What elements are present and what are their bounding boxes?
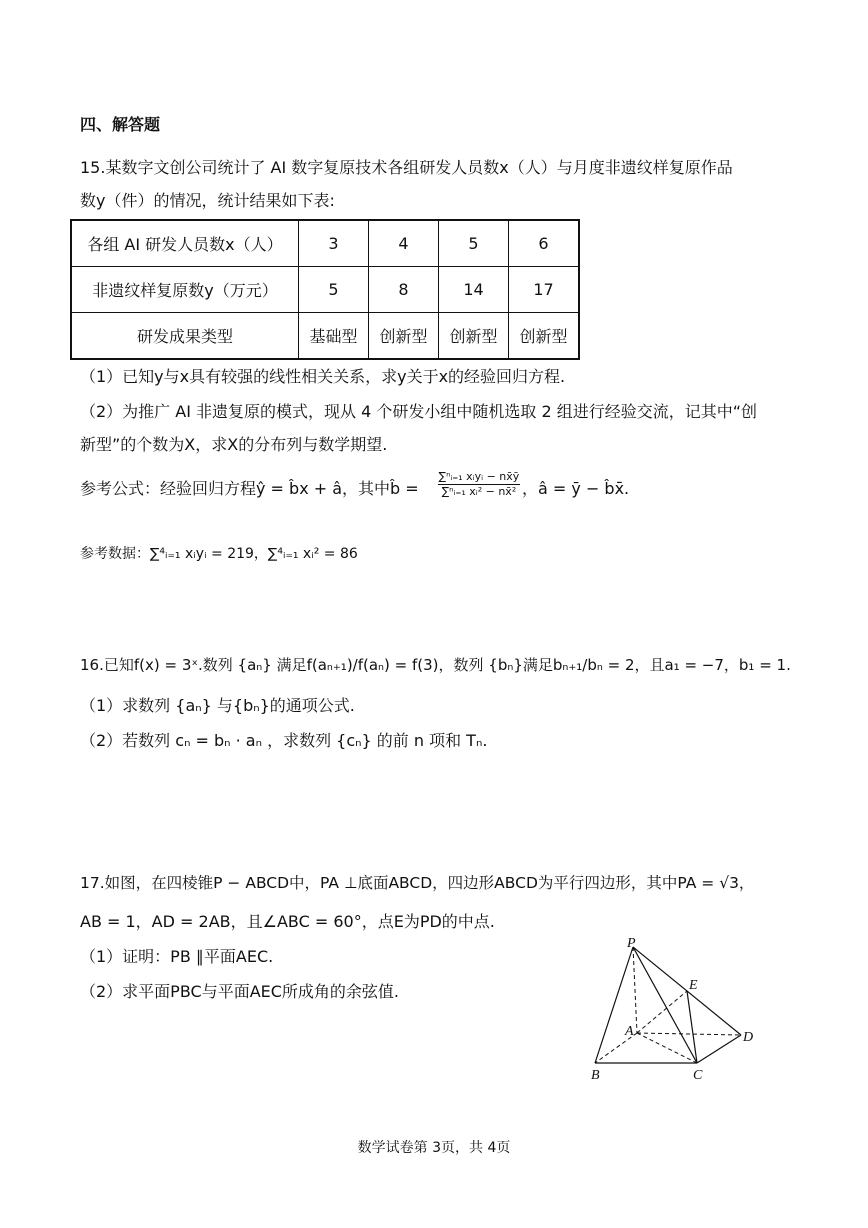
table-cell: 14	[439, 267, 509, 313]
q15-formula-prefix: 参考公式：经验回归方程ŷ = b̂x + â，其中b̂ =	[80, 479, 419, 498]
q15-line1: 15.某数字文创公司统计了 AI 数字复原技术各组研发人员数x（人）与月度非遗纹样复原作品	[80, 158, 733, 177]
q15-part2-line2: 新型”的个数为X，求X的分布列与数学期望.	[80, 435, 388, 454]
edge-AE	[637, 991, 687, 1033]
table-cell: 创新型	[509, 313, 580, 360]
table-row	[71, 267, 579, 313]
q15-formula-fraction	[438, 470, 520, 499]
section-title: 四、解答题	[80, 115, 161, 134]
table-cell: 17	[509, 267, 580, 313]
q15-formula-suffix: ，â = ȳ − b̂x̄.	[522, 479, 630, 498]
table-cell: 8	[369, 267, 439, 313]
edge-AC	[637, 1033, 697, 1063]
q17-line1: 17.如图，在四棱锥P − ABCD中，PA ⊥底面ABCD，四边形ABCD为平行四边形，其中PA = √3，	[80, 874, 755, 892]
table-row	[71, 220, 579, 267]
table-cell: 创新型	[369, 313, 439, 360]
table-cell: 4	[369, 220, 439, 267]
row-label: 各组 AI 研发人员数x（人）	[71, 220, 299, 267]
q15-part1: （1）已知y与x具有较强的线性相关关系，求y关于x的经验回归方程.	[80, 367, 566, 386]
table-cell: 5	[299, 267, 369, 313]
edge-PC	[633, 947, 697, 1063]
fraction-numerator: ∑ⁿᵢ₌₁ xᵢyᵢ − nx̄ȳ	[438, 470, 520, 483]
q16-part2: （2）若数列 cₙ = bₙ · aₙ ，求数列 {cₙ} 的前 n 项和 Tₙ.	[80, 731, 488, 750]
label-E: E	[689, 978, 698, 993]
table-cell: 基础型	[299, 313, 369, 360]
q17-part1: （1）证明：PB ∥平面AEC.	[80, 947, 274, 966]
label-P: P	[627, 936, 636, 951]
q15-part2-line1: （2）为推广 AI 非遗复原的模式，现从 4 个研发小组中随机选取 2 组进行经验交流，记其中“创	[80, 402, 758, 421]
q15-ref-data: 参考数据：∑⁴ᵢ₌₁ xᵢyᵢ = 219，∑⁴ᵢ₌₁ xᵢ² = 86	[80, 546, 358, 562]
q16-part1: （1）求数列 {aₙ} 与{bₙ}的通项公式.	[80, 696, 355, 715]
table-row	[71, 313, 579, 360]
q17-line2: AB = 1，AD = 2AB，且∠ABC = 60°，点E为PD的中点.	[80, 912, 495, 931]
page-footer: 数学试卷第 3页，共 4页	[357, 1140, 511, 1156]
q17-part2: （2）求平面PBC与平面AEC所成角的余弦值.	[80, 982, 400, 1001]
edge-PB	[595, 947, 633, 1063]
table-cell: 5	[439, 220, 509, 267]
q15-table	[70, 219, 580, 360]
edge-EC	[687, 991, 697, 1063]
edge-PA	[633, 947, 637, 1033]
edge-AD	[637, 1033, 741, 1035]
edge-CD	[697, 1035, 741, 1063]
label-D: D	[743, 1030, 754, 1045]
label-B: B	[591, 1068, 600, 1083]
table-cell: 6	[509, 220, 580, 267]
pyramid-figure	[585, 935, 765, 1085]
row-label: 非遗纹样复原数y（万元）	[71, 267, 299, 313]
row-label: 研发成果类型	[71, 313, 299, 360]
q16-line1: 16.已知f(x) = 3ˣ.数列 {aₙ} 满足f(aₙ₊₁)/f(aₙ) = f(3)，数列 {bₙ}满足bₙ₊₁/bₙ = 2，且a₁ = −7，b₁ = 1.	[80, 656, 791, 674]
q15-line2: 数y（件）的情况，统计结果如下表:	[80, 191, 335, 210]
table-cell: 3	[299, 220, 369, 267]
label-C: C	[693, 1068, 703, 1083]
label-A: A	[625, 1024, 634, 1039]
table-cell: 创新型	[439, 313, 509, 360]
fraction-denominator: ∑ⁿᵢ₌₁ xᵢ² − nx̄²	[438, 484, 520, 499]
